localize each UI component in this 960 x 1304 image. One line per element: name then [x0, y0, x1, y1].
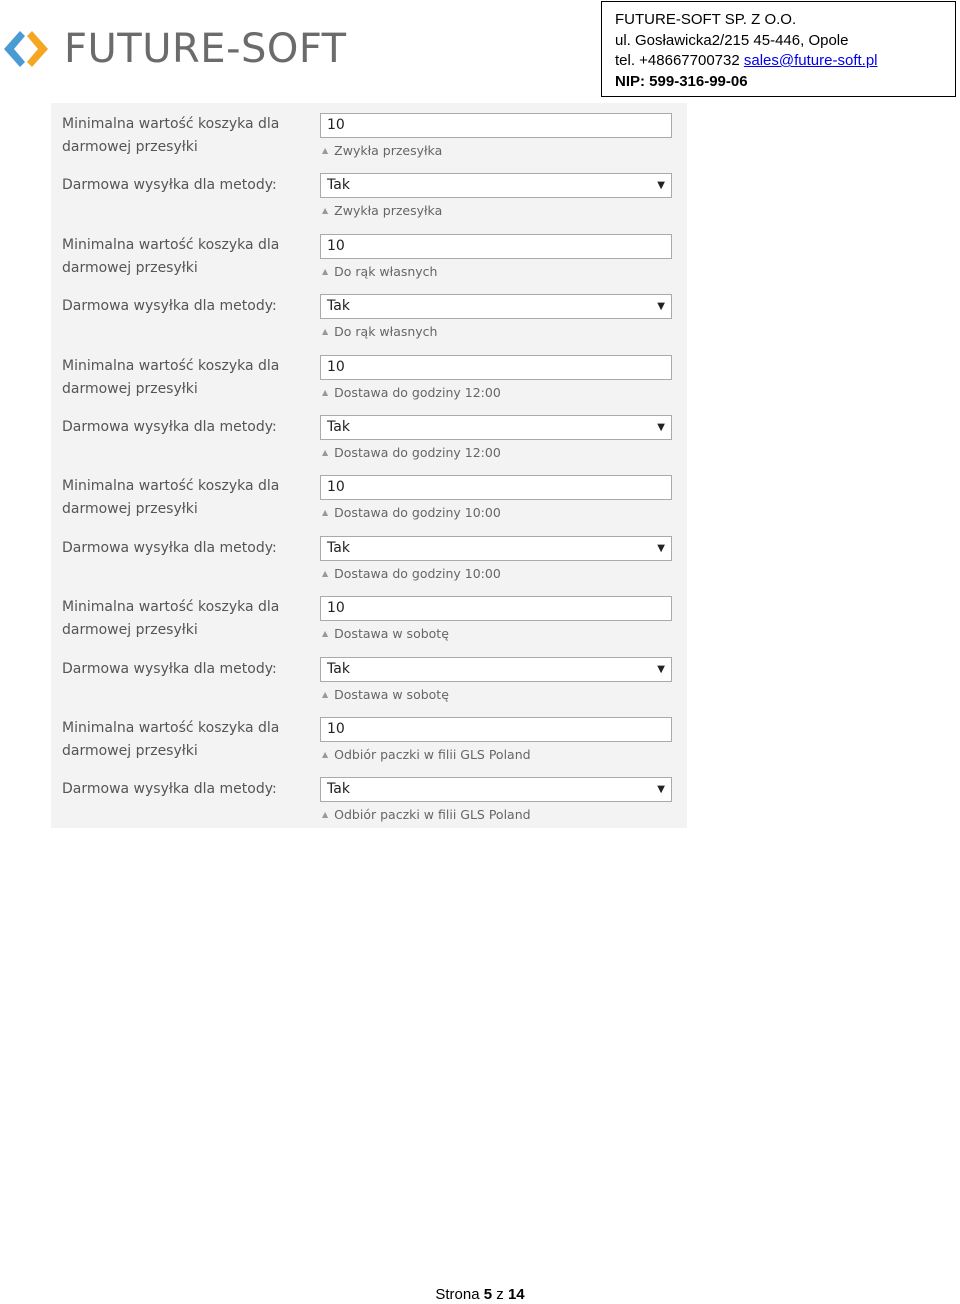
method-hint [322, 687, 449, 705]
min-cart-value-input[interactable] [320, 717, 672, 742]
free-shipping-select[interactable] [320, 657, 672, 682]
hint-triangle-icon: ▲ [322, 810, 329, 820]
company-name: FUTURE-SOFT SP. Z O.O. [615, 11, 797, 28]
company-address: ul. Gosławicka2/215 45-446, Opole [615, 31, 849, 49]
hint-text: Odbiór paczki w filii GLS Poland [334, 807, 531, 823]
company-email-link[interactable]: sales@future-soft.pl [743, 52, 878, 69]
field-label: Darmowa wysyłka dla metody: [62, 419, 277, 435]
page-separator: z [496, 1286, 504, 1303]
hint-triangle-icon: ▲ [322, 568, 329, 578]
company-phone: tel. +48667700732 [615, 52, 740, 69]
dropdown-arrow-icon[interactable]: ▼ [657, 542, 665, 554]
method-hint [322, 747, 531, 765]
field-value: Tak [327, 660, 350, 677]
page-current: 5 [483, 1286, 493, 1303]
page-prefix: Strona [435, 1286, 480, 1303]
min-cart-value-input[interactable] [320, 475, 672, 500]
dropdown-arrow-icon[interactable]: ▼ [657, 784, 665, 796]
hint-text: Zwykła przesyłka [334, 143, 443, 158]
field-label: Minimalna wartość koszyka dla darmowej przesyłki [62, 357, 280, 397]
field-label: Darmowa wysyłka dla metody: [62, 539, 277, 556]
method-hint [322, 445, 501, 463]
free-shipping-method-row [51, 294, 687, 354]
min-cart-value-row [51, 717, 687, 777]
method-hint [322, 324, 437, 342]
field-value: 10 [327, 600, 345, 617]
hint-text: Dostawa do godziny 12:00 [334, 445, 501, 460]
free-shipping-method-row [51, 173, 687, 233]
min-cart-value-row [51, 596, 687, 656]
field-value: 10 [327, 479, 345, 496]
field-label: Darmowa wysyłka dla metody: [62, 177, 277, 194]
field-label: Darmowa wysyłka dla metody: [62, 660, 277, 677]
free-shipping-select[interactable] [320, 777, 672, 802]
field-label: Darmowa wysyłka dla metody: [62, 298, 277, 315]
free-shipping-select[interactable] [320, 536, 672, 561]
dropdown-arrow-icon[interactable]: ▼ [657, 422, 665, 433]
dropdown-arrow-icon[interactable]: ▼ [657, 180, 665, 192]
free-shipping-method-row [51, 415, 687, 475]
hint-text: Odbiór paczki w filii GLS Poland [334, 747, 531, 762]
dropdown-arrow-icon[interactable]: ▼ [657, 301, 665, 313]
hint-text: Dostawa do godziny 12:00 [334, 384, 501, 400]
min-cart-value-row [51, 355, 687, 415]
company-logo [2, 26, 347, 72]
logo-mark-icon [2, 27, 50, 71]
free-shipping-method-row [51, 536, 687, 596]
free-shipping-select[interactable] [320, 294, 672, 319]
free-shipping-method-row [51, 777, 687, 837]
shipping-settings-panel [51, 103, 687, 828]
page-footer [0, 1286, 960, 1303]
min-cart-value-row [51, 475, 687, 535]
hint-text: Dostawa do godziny 10:00 [334, 565, 501, 581]
field-value: Tak [327, 539, 350, 556]
field-label: Minimalna wartość koszyka dla darmowej przesyłki [62, 236, 280, 276]
hint-text: Dostawa w sobotę [334, 626, 449, 642]
hint-triangle-icon: ▲ [322, 750, 329, 759]
free-shipping-select[interactable] [320, 415, 672, 440]
hint-triangle-icon: ▲ [322, 387, 329, 397]
field-label: Darmowa wysyłka dla metody: [62, 781, 277, 798]
hint-text: Do rąk własnych [334, 324, 438, 340]
hint-triangle-icon: ▲ [322, 508, 329, 518]
hint-triangle-icon: ▲ [322, 146, 329, 155]
method-hint [322, 385, 501, 403]
free-shipping-method-row [51, 657, 687, 717]
min-cart-value-input[interactable] [320, 596, 672, 621]
method-hint [322, 143, 442, 161]
field-label: Minimalna wartość koszyka dla darmowej przesyłki [62, 478, 280, 518]
hint-text: Do rąk własnych [334, 263, 438, 279]
company-info-box [601, 1, 956, 97]
page-total: 14 [507, 1286, 525, 1303]
field-value: Tak [327, 419, 350, 435]
min-cart-value-input[interactable] [320, 234, 672, 259]
hint-triangle-icon: ▲ [322, 629, 329, 639]
field-value: Tak [327, 177, 350, 194]
company-contact [615, 51, 955, 72]
hint-text: Dostawa w sobotę [334, 686, 449, 702]
company-nip: NIP: 599-316-99-06 [615, 72, 748, 90]
field-label: Minimalna wartość koszyka dla darmowej przesyłki [62, 599, 280, 639]
hint-triangle-icon: ▲ [322, 266, 329, 276]
method-hint [322, 264, 437, 282]
dropdown-arrow-icon[interactable]: ▼ [657, 663, 665, 675]
field-label: Minimalna wartość koszyka dla darmowej przesyłki [62, 116, 280, 155]
hint-triangle-icon: ▲ [322, 448, 329, 457]
method-hint [322, 505, 501, 523]
hint-triangle-icon: ▲ [322, 206, 329, 216]
min-cart-value-input[interactable] [320, 355, 672, 380]
field-value: 10 [327, 358, 345, 375]
method-hint [322, 626, 449, 644]
field-value: 10 [327, 117, 345, 133]
logo-text: FUTURE-SOFT [64, 26, 347, 72]
min-cart-value-row [51, 234, 687, 294]
method-hint [322, 566, 501, 584]
field-value: Tak [327, 781, 350, 798]
min-cart-value-input[interactable] [320, 113, 672, 138]
field-label: Minimalna wartość koszyka dla darmowej przesyłki [62, 720, 280, 759]
field-value: 10 [327, 721, 345, 737]
free-shipping-select[interactable] [320, 173, 672, 198]
hint-triangle-icon: ▲ [322, 689, 329, 699]
min-cart-value-row [51, 113, 687, 173]
hint-text: Dostawa do godziny 10:00 [334, 505, 501, 521]
method-hint [322, 807, 531, 825]
field-value: Tak [327, 298, 350, 315]
field-value: 10 [327, 237, 345, 254]
method-hint [322, 203, 442, 221]
hint-text: Zwykła przesyłka [334, 203, 443, 219]
hint-triangle-icon: ▲ [322, 327, 329, 337]
